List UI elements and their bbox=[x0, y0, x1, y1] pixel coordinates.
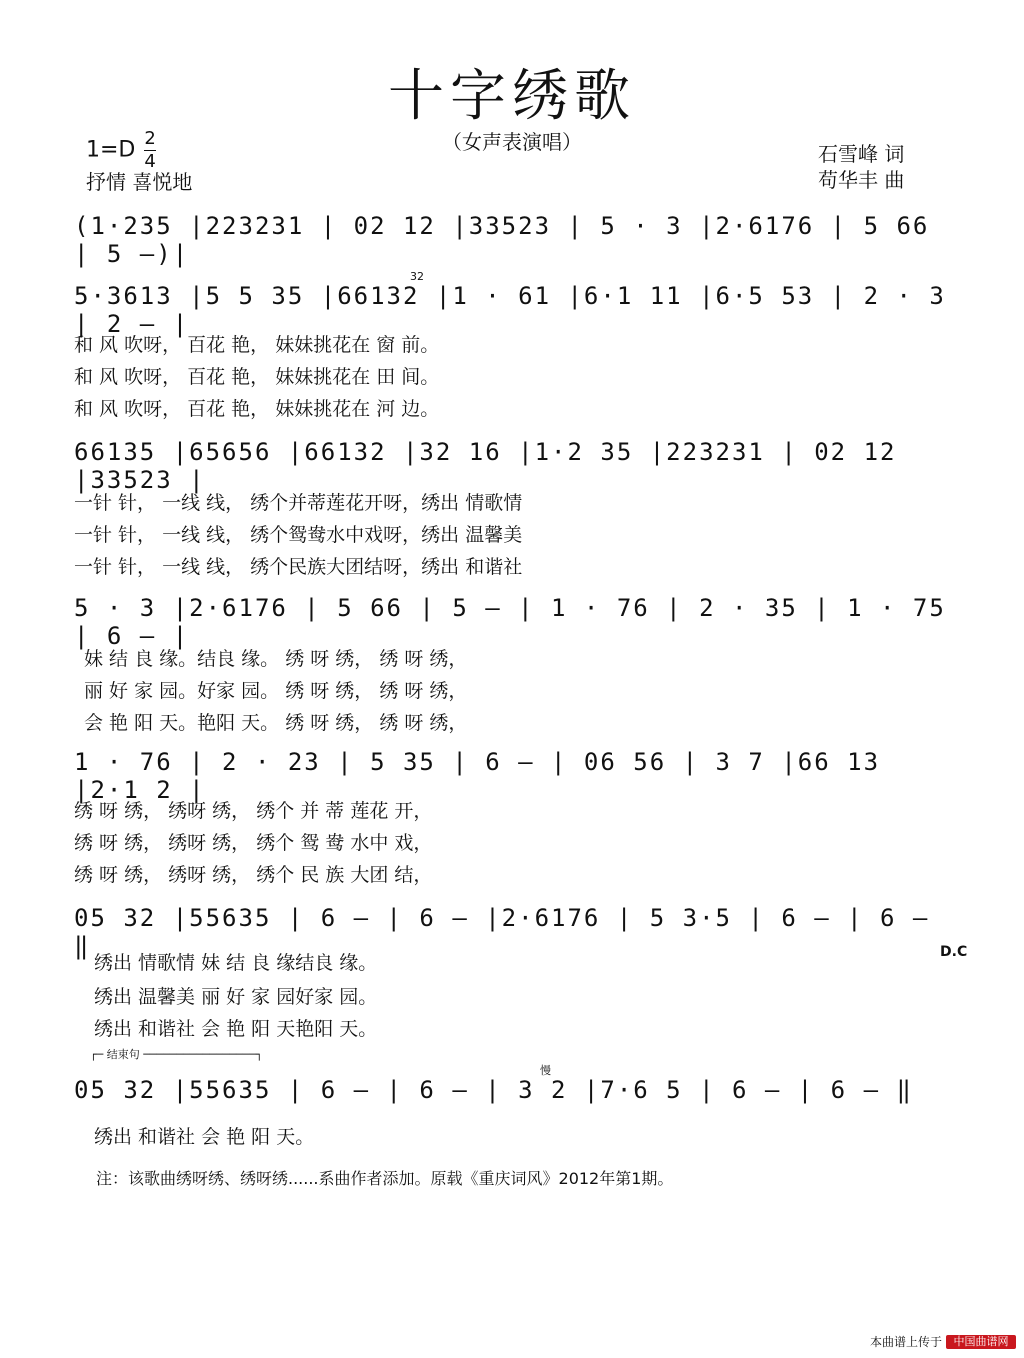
notation-line: 05 32 |55635 | 6 — | 6 — |2·6176 | 5 3·5 | 6 — | 6 — ‖ bbox=[74, 904, 930, 960]
lyric-verse-3: 会 艳 阳 天。艳阳 天。 绣 呀 绣， 绣 呀 绣， bbox=[84, 712, 468, 734]
site-logo: 中国曲谱网 bbox=[946, 1335, 1016, 1349]
lyric-verse-3: 一针 针， 一线 线， 绣个民族大团结呀，绣出 和谐社 bbox=[74, 556, 523, 578]
ending-bracket-label: ┌─ 结束句 ─────────────────┐ bbox=[90, 1048, 263, 1061]
source-footer bbox=[870, 1333, 1016, 1350]
lyric-verse-1: 一针 针， 一线 线， 绣个并蒂莲花开呀，绣出 情歌情 bbox=[74, 492, 523, 514]
tempo-mood: 抒情 喜悦地 bbox=[86, 170, 193, 194]
score-row-4 bbox=[74, 594, 954, 734]
lyric-verse-1: 绣出 和谐社 会 艳 阳 天。 bbox=[94, 1126, 315, 1148]
grace-note: 32 bbox=[410, 270, 424, 283]
time-top: 2 bbox=[144, 128, 156, 149]
lyric-verse-3: 绣出 和谐社 会 艳 阳 天艳阳 天。 bbox=[94, 1018, 378, 1040]
ending-label: 结束句 bbox=[106, 1048, 140, 1061]
score-row-3 bbox=[74, 438, 954, 578]
key-label: 1=D bbox=[86, 137, 136, 163]
notation-line: 5·3613 |5 5 35 |66132 |1 · 61 |6·1 11 |6·5 53 | 2 · 3 | 2 — | bbox=[74, 282, 946, 338]
score-row-2 bbox=[74, 270, 954, 422]
footer-text: 本曲谱上传于 bbox=[869, 1335, 942, 1349]
notation-line: 66135 |65656 |66132 |32 16 |1·2 35 |223231 | 02 12 |33523 | bbox=[74, 438, 897, 494]
lyric-verse-1: 和 风 吹呀， 百花 艳， 妹妹挑花在 窗 前。 bbox=[74, 334, 440, 356]
lyric-verse-3: 和 风 吹呀， 百花 艳， 妹妹挑花在 河 边。 bbox=[74, 398, 440, 420]
notation-line: 5 · 3 |2·6176 | 5 66 | 5 — | 1 · 76 | 2 · 35 | 1 · 75 | 6 — | bbox=[74, 594, 946, 650]
lyric-verse-1: 妹 结 良 缘。结良 缘。 绣 呀 绣， 绣 呀 绣， bbox=[84, 648, 468, 670]
score-row-5 bbox=[74, 748, 954, 888]
lyric-verse-1: 绣 呀 绣， 绣呀 绣， 绣个 并 蒂 莲花 开， bbox=[74, 800, 433, 822]
lyric-verse-2: 和 风 吹呀， 百花 艳， 妹妹挑花在 田 间。 bbox=[74, 366, 440, 388]
footnote: 注：该歌曲绣呀绣、绣呀绣......系曲作者添加。原载《重庆词风》2012年第1期。 bbox=[96, 1169, 674, 1188]
lyricist-credit: 石雪峰 词 bbox=[818, 142, 905, 166]
notation-line: 1 · 76 | 2 · 23 | 5 35 | 6 — | 06 56 | 3 7 |66 13 |2·1 2 | bbox=[74, 748, 881, 804]
lyric-verse-1: 绣出 情歌情 妹 结 良 缘结良 缘。 bbox=[94, 952, 378, 974]
score-row-6 bbox=[74, 904, 954, 1040]
performance-subtitle: （女声表演唱） bbox=[442, 130, 582, 154]
da-capo-mark: D.C bbox=[940, 944, 968, 960]
lyric-verse-3: 绣 呀 绣， 绣呀 绣， 绣个 民 族 大团 结， bbox=[74, 864, 433, 886]
lyric-verse-2: 丽 好 家 园。好家 园。 绣 呀 绣， 绣 呀 绣， bbox=[84, 680, 468, 702]
notation-line: 05 32 |55635 | 6 — | 6 — | 3 2 |7·6 5 | 6 — | 6 — ‖ bbox=[74, 1076, 913, 1104]
notation-line: (1·235 |223231 | 02 12 |33523 | 5 · 3 |2·6176 | 5 66 | 5 —)| bbox=[74, 212, 930, 268]
score-row-1 bbox=[74, 212, 954, 268]
song-title: 十字绣歌 bbox=[388, 64, 636, 129]
lyric-verse-2: 绣出 温馨美 丽 好 家 园好家 园。 bbox=[94, 986, 378, 1008]
slow-mark: 慢 bbox=[540, 1064, 551, 1077]
lyric-verse-2: 绣 呀 绣， 绣呀 绣， 绣个 鸳 鸯 水中 戏， bbox=[74, 832, 433, 854]
lyric-verse-2: 一针 针， 一线 线， 绣个鸳鸯水中戏呀，绣出 温馨美 bbox=[74, 524, 523, 546]
score-row-ending bbox=[74, 1064, 954, 1156]
composer-credit: 苟华丰 曲 bbox=[818, 168, 905, 192]
time-bottom: 4 bbox=[144, 151, 156, 172]
